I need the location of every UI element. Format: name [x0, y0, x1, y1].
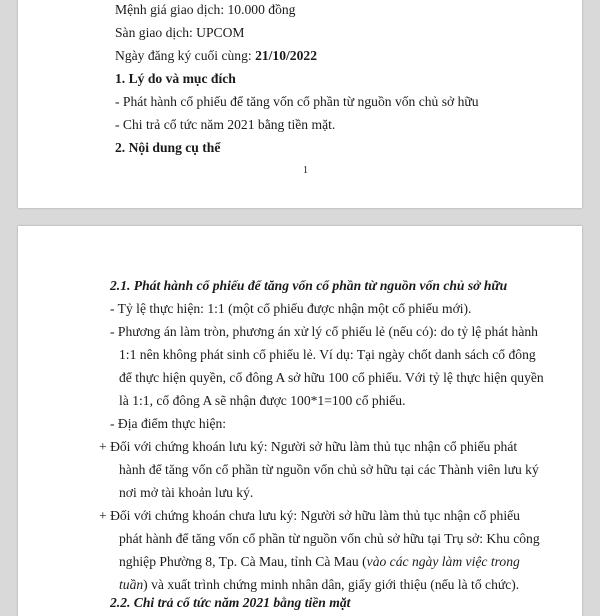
rounding-line: là 1:1, cổ đông A sẽ nhận được 100*1=100 cổ phiếu.: [119, 393, 406, 408]
record-date-label: Ngày đăng ký cuối cùng:: [115, 48, 256, 63]
rounding-line: để thực hiện quyền, cổ đông A sở hữu 100 cổ phiếu. Với tỷ lệ thực hiện quyền: [119, 370, 544, 385]
section-1-heading: 1. Lý do và mục đích: [115, 71, 236, 86]
undeposited-line: [119, 576, 519, 594]
purpose-item-1: - Phát hành cổ phiếu để tăng vốn cổ phần từ nguồn vốn chủ sở hữu: [115, 94, 479, 109]
undeposited-line: phát hành để tăng vốn cổ phần từ nguồn vốn chủ sở hữu tại Trụ sở: Khu công: [119, 531, 540, 546]
rounding-line: 1:1 nên không phát sinh cổ phiếu lẻ. Ví dụ: Tại ngày chốt danh sách cổ đông: [119, 347, 536, 362]
deposited-line: hành để tăng vốn cổ phần từ nguồn vốn chủ sở hữu tại các Thành viên lưu ký: [119, 462, 539, 477]
document-page-1: [18, 0, 582, 208]
record-date-value: 21/10/2022: [255, 48, 317, 63]
ratio-line: - Tỷ lệ thực hiện: 1:1 (một cổ phiếu được nhận một cổ phiếu mới).: [110, 301, 472, 316]
section-2-2-heading-cut: 2.2. Chi trả cổ tức năm 2021 bằng tiền mặt: [110, 595, 351, 610]
rounding-line: - Phương án làm tròn, phương án xử lý cổ phiếu lẻ (nếu có): do tỷ lệ phát hành: [110, 324, 538, 339]
document-page-2: [18, 226, 582, 616]
page-number: 1: [303, 165, 308, 176]
undeposited-text: nghiệp Phường 8, Tp. Cà Mau, tỉnh Cà Mau (: [119, 554, 367, 569]
undeposited-italic: tuần: [119, 577, 144, 592]
undeposited-italic: vào các ngày làm việc trong: [366, 554, 520, 569]
record-date: [115, 47, 317, 65]
purpose-item-2: - Chi trả cổ tức năm 2021 bằng tiền mặt.: [115, 117, 336, 132]
section-2-heading: 2. Nội dung cụ thể: [115, 140, 221, 155]
undeposited-line: [119, 553, 520, 571]
exchange: Sàn giao dịch: UPCOM: [115, 25, 245, 40]
undeposited-line: + Đối với chứng khoán chưa lưu ký: Người sở hữu làm thủ tục nhận cổ phiếu: [99, 508, 520, 523]
deposited-line: + Đối với chứng khoán lưu ký: Người sở hữu làm thủ tục nhận cổ phiếu phát: [99, 439, 518, 454]
section-2-1-heading: 2.1. Phát hành cổ phiếu để tăng vốn cổ phần từ nguồn vốn chủ sở hữu: [110, 278, 508, 293]
location-label: - Địa điểm thực hiện:: [110, 416, 227, 431]
undeposited-text: ) và xuất trình chứng minh nhân dân, giấy giới thiệu (nếu là tổ chức).: [143, 577, 520, 592]
par-value: Mệnh giá giao dịch: 10.000 đồng: [115, 2, 296, 17]
deposited-line: nơi mở tài khoản lưu ký.: [119, 485, 254, 500]
